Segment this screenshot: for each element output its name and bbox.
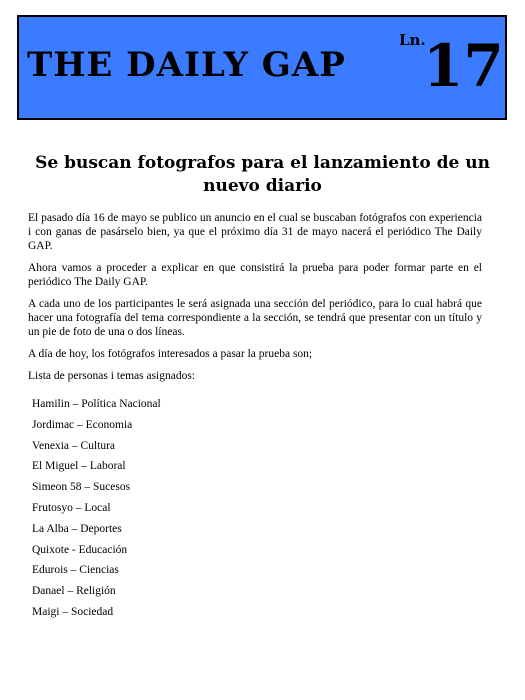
- list-item: El Miguel – Laboral: [32, 460, 126, 473]
- paragraph: A día de hoy, los fotógrafos interesados a pasar la prueba son;: [28, 348, 313, 360]
- list-item: Frutosyo – Local: [32, 501, 111, 514]
- list-item: Simeon 58 – Sucesos: [32, 481, 131, 494]
- paragraph: El pasado día 16 de mayo se publico un anuncio en el cual se buscaban fotógrafos con experiencia i con ganas de pasárselo bien, ya que el próximo día 31 de mayo nacerá el periódico The Daily GAP.: [28, 212, 482, 252]
- article-headline: Se buscan fotografos para el lanzamiento de un nuevo diario: [35, 153, 490, 196]
- list-item: Quixote - Educación: [32, 543, 128, 556]
- article-body: [28, 211, 482, 623]
- paragraph: Ahora vamos a proceder a explicar en que consistirá la prueba para poder formar parte en el periódico The Daily GAP.: [28, 262, 482, 288]
- issue-label: Ln.: [399, 31, 426, 49]
- list-item: Edurois – Ciencias: [32, 564, 119, 577]
- masthead: [17, 15, 507, 120]
- list-item: Jordimac – Economia: [32, 418, 133, 431]
- list-item: Venexia – Cultura: [32, 439, 116, 452]
- newspaper-title: THE DAILY GAP: [27, 45, 346, 85]
- assignment-list: [32, 394, 482, 623]
- list-item: Hamilin – Política Nacional: [32, 398, 161, 410]
- list-item: La Alba – Deportes: [32, 522, 122, 535]
- issue-number: 17: [423, 32, 504, 100]
- list-item: Maigi – Sociedad: [32, 605, 114, 618]
- list-intro: Lista de personas i temas asignados:: [28, 370, 196, 382]
- list-item: Danael – Religión: [32, 585, 116, 598]
- paragraph: A cada uno de los participantes le será asignada una sección del periódico, para lo cual habrá que hacer una fotografía del tema correspondiente a la sección, se tendrá que presentar con un título y un pie de foto de una o dos líneas.: [28, 298, 482, 338]
